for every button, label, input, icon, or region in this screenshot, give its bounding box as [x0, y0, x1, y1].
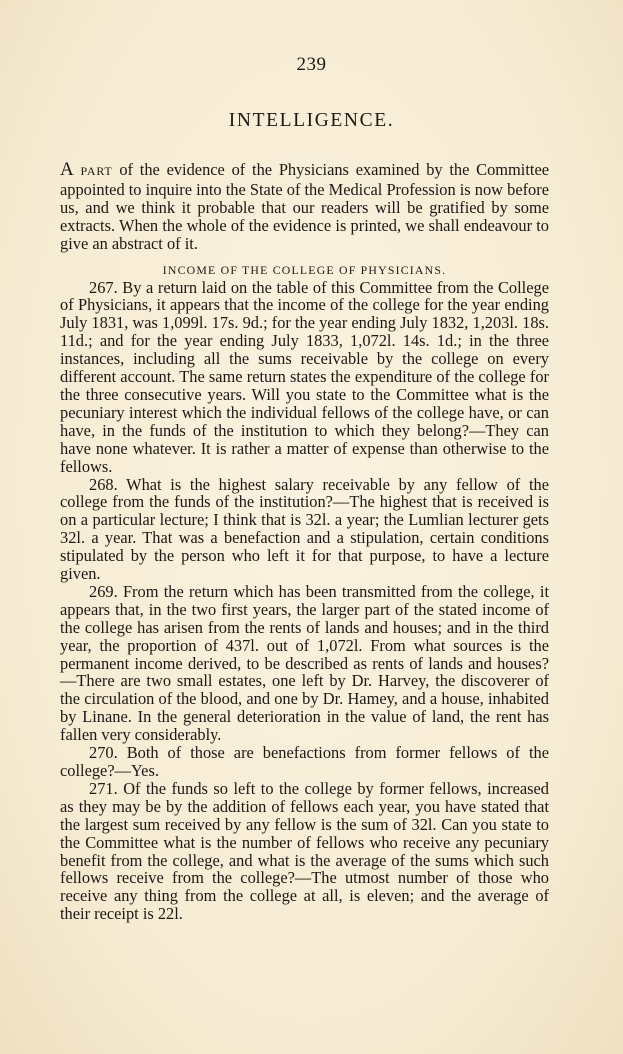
paragraph-number: 268.	[89, 474, 118, 494]
page-number: 239	[296, 54, 327, 75]
paragraph-267	[60, 279, 549, 476]
intro-paragraph	[60, 161, 549, 253]
paragraph-number: 271.	[89, 778, 118, 798]
paragraph-text: Of the funds so left to the college by former fellows, increased as they may be by the addition of fellows each year, you have stated that the largest sum received by any fellow is the sum of 32l. Can you state to the Committee what is the number of fellows who receive any pecuniary benefit from the college, and what is the average of the sums which such fellows receive from the college?—The utmost number of those who receive any thing from the college at all, is eleven; and the average of their receipt is 22l.	[60, 778, 549, 924]
intro-lead-letter: A	[60, 159, 74, 180]
intro-lead-smallcaps: PART	[80, 164, 113, 178]
paragraph-270	[60, 744, 549, 780]
paragraph-number: 270.	[89, 743, 118, 763]
paragraph-268	[60, 476, 549, 583]
paragraph-text: From the return which has been transmitted from the college, it appears that, in the two first years, the larger part of the stated income of the college has arisen from the rents of lands and houses; and in the third year, the proportion of 437l. out of 1,072l. From what sources is the permanent income derived, to be described as rents of lands and houses?—There are two small estates, one left by Dr. Harvey, the discoverer of the circulation of the blood, and one by Dr. Hamey, and a house, inhabited by Linane. In the general deterioration in the value of land, the rent has fallen very considerably.	[60, 581, 549, 745]
intro-text: of the evidence of the Physicians examined by the Committee appointed to inquire into the State of the Medical Profession is now before us, and we think it probable that our readers will be gratified by some extracts. When the whole of the evidence is printed, we shall endeavour to give an abstract of it.	[60, 160, 549, 253]
paragraph-text: Both of those are benefactions from former fellows of the college?—Yes.	[60, 743, 549, 780]
paragraph-number: 267.	[89, 277, 118, 297]
section-heading: INCOME OF THE COLLEGE OF PHYSICIANS.	[162, 262, 447, 277]
paragraph-271	[60, 780, 549, 923]
paragraph-text: By a return laid on the table of this Committee from the College of Physicians, it appears that the income of the college for the year ending July 1831, was 1,099l. 17s. 9d.; for the year ending July 1832, 1,203l. 18s. 11d.; and for the year ending July 1833, 1,072l. 14s. 1d.; in the three instances, including all the sums receivable by the college on every different account. The same return states the expenditure of the college for the three consecutive years. Will you state to the Committee what is the pecuniary interest which the individual fellows of the college have, or can have, in the funds of the institution to which they belong?—They can have none whatever. It is rather a matter of expense than otherwise to the fellows.	[60, 277, 549, 476]
page-title: INTELLIGENCE.	[228, 110, 395, 131]
paragraph-text: What is the highest salary receivable by any fellow of the college from the funds of the institution?—The highest that is received is on a particular lecture; I think that is 32l. a year; the Lumlian lecturer gets 32l. a year. That was a benefaction and a stipulation, certain conditions stipulated by the person who left it for that purpose, to have a lecture given.	[60, 474, 549, 584]
paragraph-number: 269.	[89, 581, 118, 601]
article-body	[60, 161, 549, 923]
paragraph-269	[60, 583, 549, 744]
